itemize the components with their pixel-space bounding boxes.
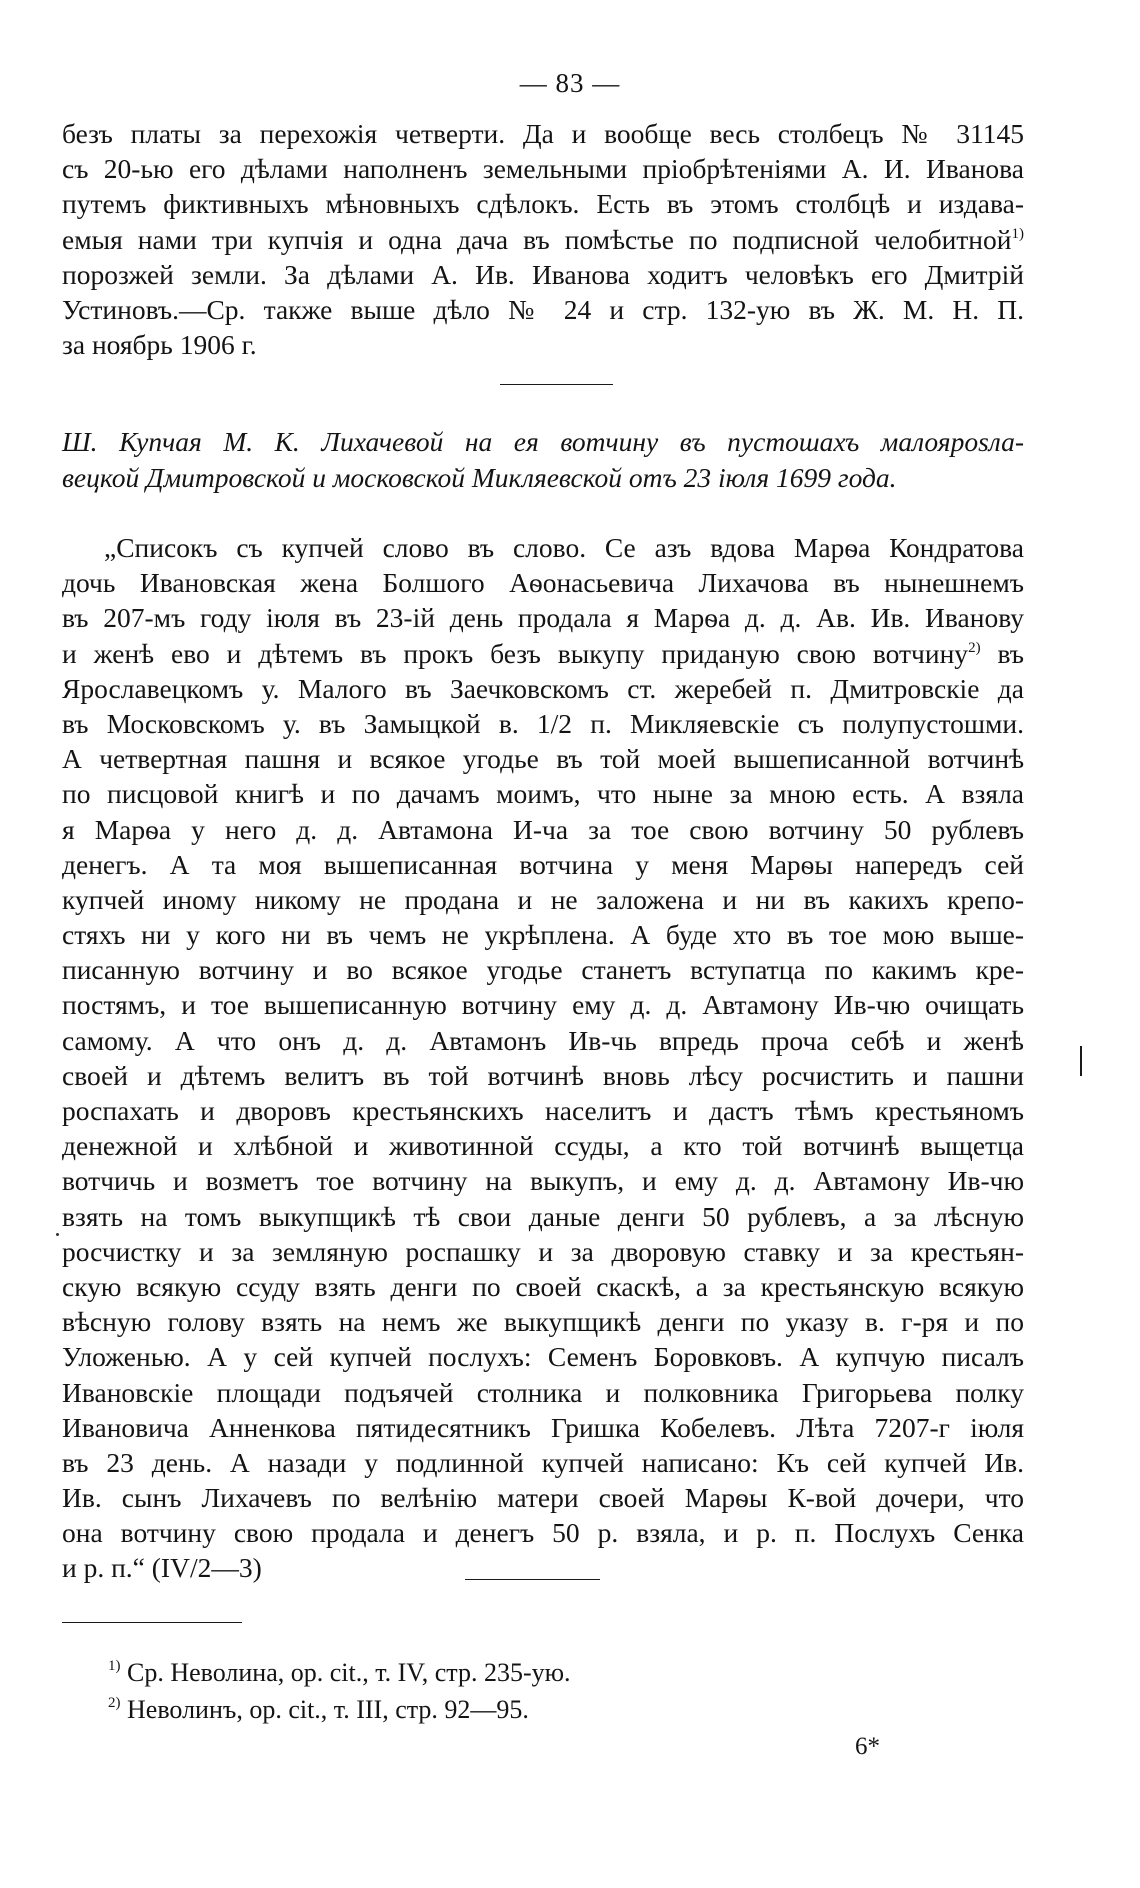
footnote-text: Неволинъ, op. cit., т. III, стр. 92—95. bbox=[127, 1695, 529, 1724]
paragraph-line: Ивановича Анненкова пятидесятникъ Гришка Кобелевъ. Лѣта 7207-г іюля bbox=[62, 1411, 1024, 1443]
paragraph-line: денежной и хлѣбной и животинной ссуды, а кто той вотчинѣ выщетца bbox=[62, 1130, 1024, 1162]
paragraph-line: въ 23 день. А назади у подлинной купчей написано: Къ сей купчей Ив. bbox=[62, 1446, 1024, 1478]
paragraph-line: роспахать и дворовъ крестьянскихъ населитъ и дастъ тѣмъ крестьяномъ bbox=[62, 1095, 1024, 1126]
paragraph-line: писанную вотчину и во всякое угодье станетъ вступатца по какимъ кре- bbox=[62, 954, 1024, 986]
paragraph-line: вотчичь и возметъ тое вотчину на выкупъ, и ему д. д. Автамону Ив-чю bbox=[62, 1165, 1024, 1197]
signature-mark: 6* bbox=[855, 1733, 880, 1760]
footnote-1 bbox=[108, 1654, 808, 1691]
footnote-2 bbox=[108, 1691, 808, 1728]
margin-dot bbox=[56, 1233, 59, 1236]
paragraph-line: купчей иному никому не продана и не заложена и ни въ какихъ крепо- bbox=[62, 883, 1024, 915]
paragraph-line: Устиновъ.—Ср. также выше дѣло № 24 и стр. 132-ую въ Ж. М. Н. П. bbox=[62, 293, 1024, 325]
line-tail: п. Микляевскіе съ полупустошми. bbox=[590, 707, 1025, 739]
paragraph-line bbox=[62, 222, 1024, 257]
paragraph-line: съ 20-ью его дѣлами наполненъ земельными пріобрѣтеніями А. И. Иванова bbox=[62, 153, 1024, 185]
paragraph-line: А четвертная пашня и всякое угодье въ той моей вышеписанной вотчинѣ bbox=[62, 743, 1024, 775]
paragraph-line: Уложенью. А у сей купчей послухъ: Семенъ Боровковъ. А купчую писалъ bbox=[62, 1341, 1024, 1373]
footnote-ref-1: 1) bbox=[1011, 225, 1024, 242]
footnote-mark: 2) bbox=[108, 1695, 121, 1711]
paragraph-line: Ярославецкомъ у. Малого въ Заечковскомъ ст. жеребей п. Дмитровскіе да bbox=[62, 672, 1024, 704]
paragraph-line: и р. п.“ (IV/2—3) bbox=[62, 1552, 262, 1584]
title-line: вецкой Дмитровской и московской Микляевской отъ 23 іюля 1699 года. bbox=[62, 462, 897, 493]
line-text: и женѣ ево и дѣтемъ въ прокъ безъ выкупу приданую свою вотчину bbox=[62, 637, 969, 669]
paragraph-line: порозжей земли. За дѣлами А. Ив. Иванова ходитъ человѣкъ его Дмитрій bbox=[62, 258, 1024, 290]
paragraph-line: скую всякую ссуду взять денги по своей скаскѣ, а за крестьянскую всякую bbox=[62, 1270, 1024, 1302]
paragraph-line: Ивановскіе площади подъячей столника и полковника Григорьева полку bbox=[62, 1376, 1024, 1408]
line-tail: въ bbox=[997, 637, 1024, 669]
page-number: — 83 — bbox=[519, 68, 621, 98]
paragraph-line: самому. А что онъ д. д. Автамонъ Ив-чь впредь проча себѣ и женѣ bbox=[62, 1024, 1024, 1056]
margin-mark bbox=[1080, 1046, 1082, 1076]
paragraph-line: она вотчину свою продала и денегъ 50 р. взяла, и р. п. Послухъ Сенка bbox=[62, 1517, 1024, 1549]
paragraph-line: безъ платы за перехожія четверти. Да и вообще весь столбецъ № 31145 bbox=[62, 118, 1024, 149]
paragraph-line: росчистку и за земляную роспашку и за дворовую ставку и за крестьян- bbox=[62, 1235, 1024, 1267]
section-title bbox=[62, 424, 1024, 496]
line-text: въ Московскомъ у. въ Замыцкой в. bbox=[62, 707, 519, 739]
paragraph-line: „Списокъ съ купчей слово въ слово. Се азъ вдова Марѳа Кондратова bbox=[104, 532, 1024, 563]
paragraph-line: вѣсную голову взять на немъ же выкупщикѣ денги по указу в. г-ря и по bbox=[62, 1306, 1024, 1338]
paragraph-line: дочь Ивановская жена Болшого Аѳонасьевича Лихачова въ нынешнемъ bbox=[62, 567, 1024, 599]
paragraph-line bbox=[62, 636, 1024, 671]
footnote-separator bbox=[62, 1622, 242, 1623]
footnotes bbox=[108, 1654, 808, 1728]
section-divider bbox=[500, 384, 613, 385]
line-text: емыя нами три купчія и одна дача въ помѣстье по подписной челобитной bbox=[62, 223, 1012, 255]
title-line: Ш. Купчая М. К. Лихачевой на ея вотчину въ пустошахъ малоярosла- bbox=[62, 426, 1024, 457]
paragraph-line: я Марѳа у него д. д. Автамона И-ча за тое свою вотчину 50 рублевъ bbox=[62, 813, 1024, 845]
paragraph-2 bbox=[62, 530, 1024, 1586]
paragraph-line: по писцовой книгѣ и по дачамъ моимъ, что ныне за мною есть. А взяла bbox=[62, 778, 1024, 810]
footnote-mark: 1) bbox=[108, 1658, 121, 1674]
paragraph-1 bbox=[62, 116, 1024, 362]
paragraph-line bbox=[62, 706, 1024, 741]
fraction: 1/2 bbox=[536, 707, 573, 739]
section-divider bbox=[465, 1579, 600, 1580]
paragraph-line: стяхъ ни у кого ни въ чемъ не укрѣплена. А буде хто въ тое мою выше- bbox=[62, 919, 1024, 951]
footnote-ref-2: 2) bbox=[968, 639, 981, 656]
paragraph-line: постямъ, и тое вышеписанную вотчину ему д. д. Автамону Ив-чю очищать bbox=[62, 989, 1024, 1021]
paragraph-line: денегъ. А та моя вышеписанная вотчина у меня Марѳы напередъ сей bbox=[62, 848, 1024, 880]
paragraph-line: Ив. сынъ Лихачевъ по велѣнію матери своей Марѳы К-вой дочери, что bbox=[62, 1482, 1024, 1514]
paragraph-line: своей и дѣтемъ велитъ въ той вотчинѣ вновь лѣсу росчистить и пашни bbox=[62, 1059, 1024, 1091]
paragraph-line: за ноябрь 1906 г. bbox=[62, 329, 257, 361]
paragraph-line: въ 207-мъ году іюля въ 23-ій день продала я Марѳа д. д. Ав. Ив. Иванову bbox=[62, 602, 1024, 634]
paragraph-line: взять на томъ выкупщикѣ тѣ свои даные денги 50 рублевъ, а за лѣсную bbox=[62, 1200, 1024, 1232]
footnote-text: Ср. Неволина, op. cit., т. IV, стр. 235-ую. bbox=[127, 1658, 571, 1687]
paragraph-line: путемъ фиктивныхъ мѣновныхъ сдѣлокъ. Есть въ этомъ столбцѣ и издава- bbox=[62, 188, 1024, 220]
